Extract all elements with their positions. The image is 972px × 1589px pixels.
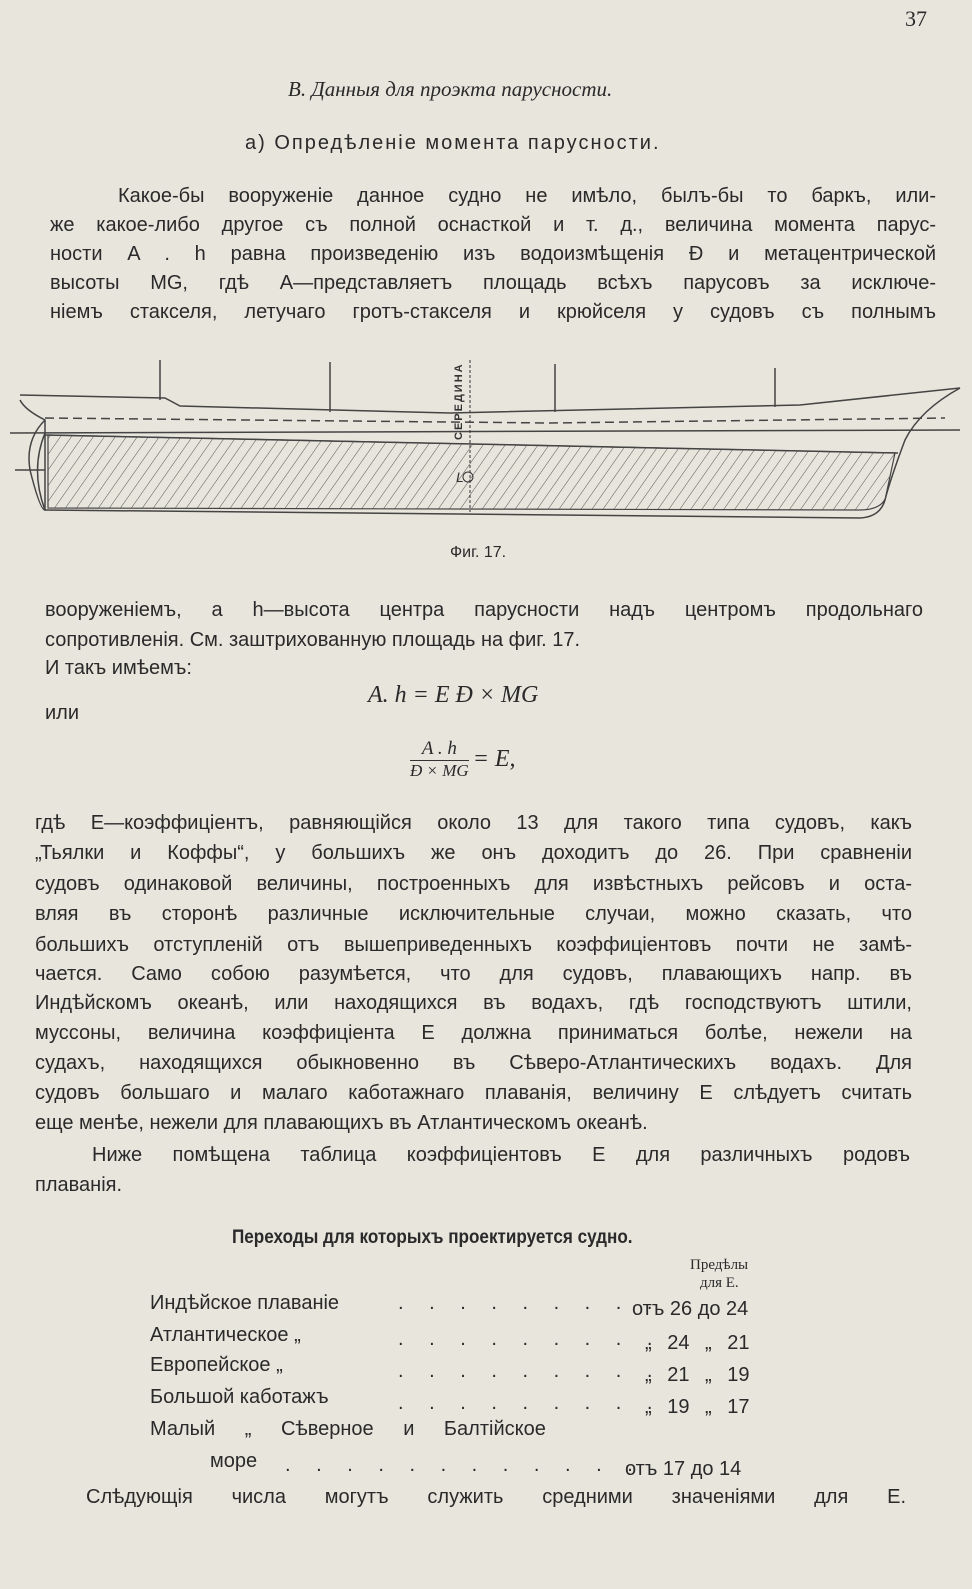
row-dots: . . . . . . . . . (398, 1392, 663, 1414)
paragraph-line: плаванія. (35, 1174, 123, 1196)
paragraph-line: сопротивленія. См. заштрихованную площадь на фиг. 17. (45, 629, 581, 651)
paragraph-line: чается. Само собою разумѣется, что для судовъ, плавающихъ напр. въ (35, 963, 912, 985)
paragraph-line: же какое-либо другое съ полной оснасткой и т. д., величина момента парус- (50, 214, 936, 236)
paragraph-line: гдѣ E—коэффиціентъ, равняющійся около 13 для такого типа судовъ, какъ (35, 812, 912, 834)
row-range: „ 19 „ 17 (645, 1396, 750, 1418)
formula-2 (410, 738, 516, 781)
paragraph-line: судовъ одинаковой величины, построенныхъ для извѣстныхъ рейсовъ и оста- (35, 873, 912, 895)
table-title: Переходы для которыхъ проектируется судно. (232, 1227, 633, 1248)
row-dots: . . . . . . . . . . . . (285, 1454, 643, 1476)
row-label: Малый „ Сѣверное и Балтійское (150, 1418, 546, 1440)
row-label: Индѣйское плаваніе (150, 1292, 340, 1314)
table-header-line2: для E. (700, 1275, 739, 1291)
paragraph-line: еще менѣе, нежели для плавающихъ въ Атлантическомъ океанѣ. (35, 1112, 648, 1134)
subsection-title: а) Опредѣленіе момента парусности. (245, 132, 661, 154)
paragraph-line: высоты MG, гдѣ A—представляетъ площадь всѣхъ парусовъ за исключе- (50, 272, 936, 294)
row-range: „ 24 „ 21 (645, 1332, 750, 1354)
row-range: „ 21 „ 19 (645, 1364, 750, 1386)
paragraph-line: Ниже помѣщена таблица коэффиціентовъ E для различныхъ родовъ (92, 1144, 910, 1166)
row-label: Большой каботажъ (150, 1386, 329, 1408)
formula-1: A. h = E Ð × MG (368, 682, 539, 708)
paragraph-line: вляя въ сторонѣ различные исключительные случаи, можно сказать, что (35, 903, 912, 925)
paragraph-line: Индѣйскомъ океанѣ, или находящихся въ водахъ, гдѣ господствуютъ штили, (35, 992, 912, 1014)
formula-numerator: A . h (410, 738, 469, 761)
paragraph-line: „Тьялки и Коффы“, у большихъ же онъ доходитъ до 26. При сравненіи (35, 842, 912, 864)
ship-figure (0, 350, 972, 540)
page-number: 37 (905, 6, 927, 31)
section-title: В. Данныя для проэкта парусности. (288, 77, 613, 101)
row-range: отъ 26 до 24 (632, 1298, 749, 1320)
paragraph-line: Какое-бы вооруженіе данное судно не имѣло, былъ-бы то баркъ, или- (118, 185, 936, 207)
paragraph-line: судахъ, находящихся обыкновенно въ Сѣверо-Атлантическихъ водахъ. Для (35, 1052, 912, 1074)
row-range: отъ 17 до 14 (625, 1458, 742, 1480)
center-label: L (456, 469, 464, 485)
paragraph-line: вооруженіемъ, а h—высота центра парусности надъ центромъ продольнаго (45, 599, 923, 621)
paragraph-line: большихъ отступленій отъ вышеприведенныхъ коэффиціентовъ почти не замѣ- (35, 934, 912, 956)
midship-label: СЕРЕДИНА (453, 362, 465, 440)
paragraph-line: судовъ большаго и малаго каботажнаго плаванія, величину E слѣдуетъ считать (35, 1082, 912, 1104)
paragraph-line: муссоны, величина коэффиціента E должна приниматься болѣе, нежели на (35, 1022, 912, 1044)
figure-caption: Фиг. 17. (450, 544, 507, 561)
row-label: Европейское „ (150, 1354, 283, 1376)
row-dots: . . . . . . . . . (398, 1328, 663, 1350)
table-header-line1: Предѣлы (690, 1257, 749, 1273)
or-label: или (45, 702, 80, 724)
row-dots: . . . . . . . . . (398, 1360, 663, 1382)
paragraph-line: И такъ имѣемъ: (45, 657, 192, 679)
paragraph-line: ніемъ стакселя, летучаго гротъ-стакселя и крюйселя у судовъ съ полнымъ (50, 301, 936, 323)
paragraph-line: ности A . h равна произведенію изъ водоизмѣщенія Ð и метацентрической (50, 243, 936, 265)
row-label: Атлантическое „ (150, 1324, 301, 1346)
formula-rhs: = E, (472, 746, 516, 772)
row-dots: . . . . . . . . . (398, 1292, 663, 1314)
formula-denominator: Ð × MG (410, 761, 469, 780)
paragraph-line: Слѣдующія числа могутъ служить средними значеніями для E. (86, 1486, 906, 1508)
row-label: море (210, 1450, 258, 1472)
